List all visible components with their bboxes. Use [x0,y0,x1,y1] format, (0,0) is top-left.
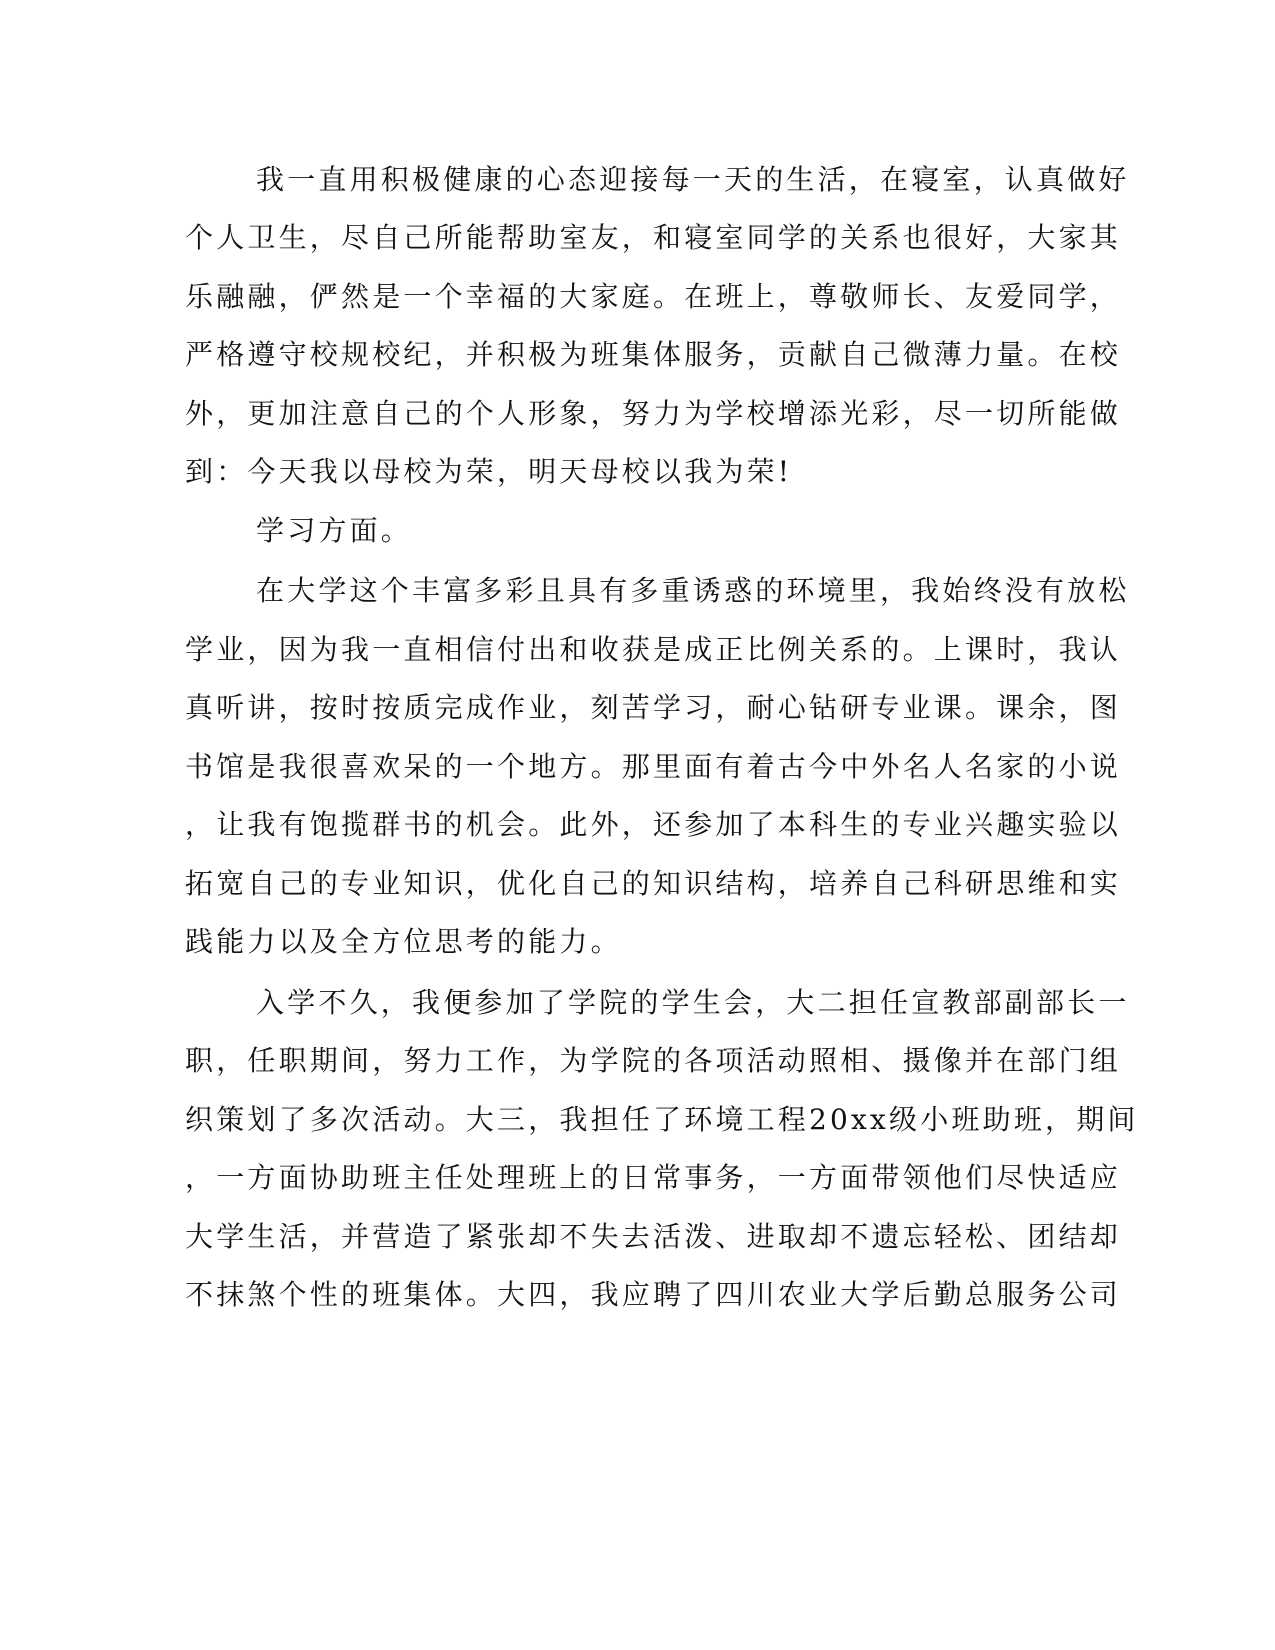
text-line: 乐融融，俨然是一个幸福的大家庭。在班上，尊敬师长、友爱同学， [185,280,1122,313]
text-line: 不抹煞个性的班集体。大四，我应聘了四川农业大学后勤总服务公司 [185,1278,1122,1311]
text-line: 外，更加注意自己的个人形象，努力为学校增添光彩，尽一切所能做 [185,397,1122,430]
text-line: 践能力以及全方位思考的能力。 [185,925,622,958]
text-line: 职，任职期间，努力工作，为学院的各项活动照相、摄像并在部门组 [185,1044,1122,1077]
text-line: 在大学这个丰富多彩且具有多重诱惑的环境里，我始终没有放松 [256,574,1130,607]
text-line: 学业，因为我一直相信付出和收获是成正比例关系的。上课时，我认 [185,633,1122,666]
text-line: 个人卫生，尽自己所能帮助室友，和寝室同学的关系也很好，大家其 [185,221,1122,254]
text-line: 我一直用积极健康的心态迎接每一天的生活，在寝室，认真做好 [256,163,1130,196]
text-line: 学习方面。 [256,514,413,547]
text-line: 真听讲，按时按质完成作业，刻苦学习，耐心钻研专业课。课余，图 [185,691,1122,724]
text-line: 大学生活，并营造了紧张却不失去活泼、进取却不遗忘轻松、团结却 [185,1220,1122,1253]
text-line: ，一方面协助班主任处理班上的日常事务，一方面带领他们尽快适应 [185,1161,1122,1194]
text-line: 书馆是我很喜欢呆的一个地方。那里面有着古今中外名人名家的小说 [185,750,1122,783]
text-line: 织策划了多次活动。大三，我担任了环境工程20xx级小班助班，期间 [185,1103,1139,1136]
text-line: 严格遵守校规校纪，并积极为班集体服务，贡献自己微薄力量。在校 [185,338,1122,371]
text-line: 入学不久，我便参加了学院的学生会，大二担任宣教部副部长一 [256,986,1130,1019]
text-line: 拓宽自己的专业知识，优化自己的知识结构，培养自己科研思维和实 [185,867,1122,900]
text-line: ，让我有饱揽群书的机会。此外，还参加了本科生的专业兴趣实验以 [185,808,1122,841]
text-line: 到：今天我以母校为荣，明天母校以我为荣! [185,455,793,488]
